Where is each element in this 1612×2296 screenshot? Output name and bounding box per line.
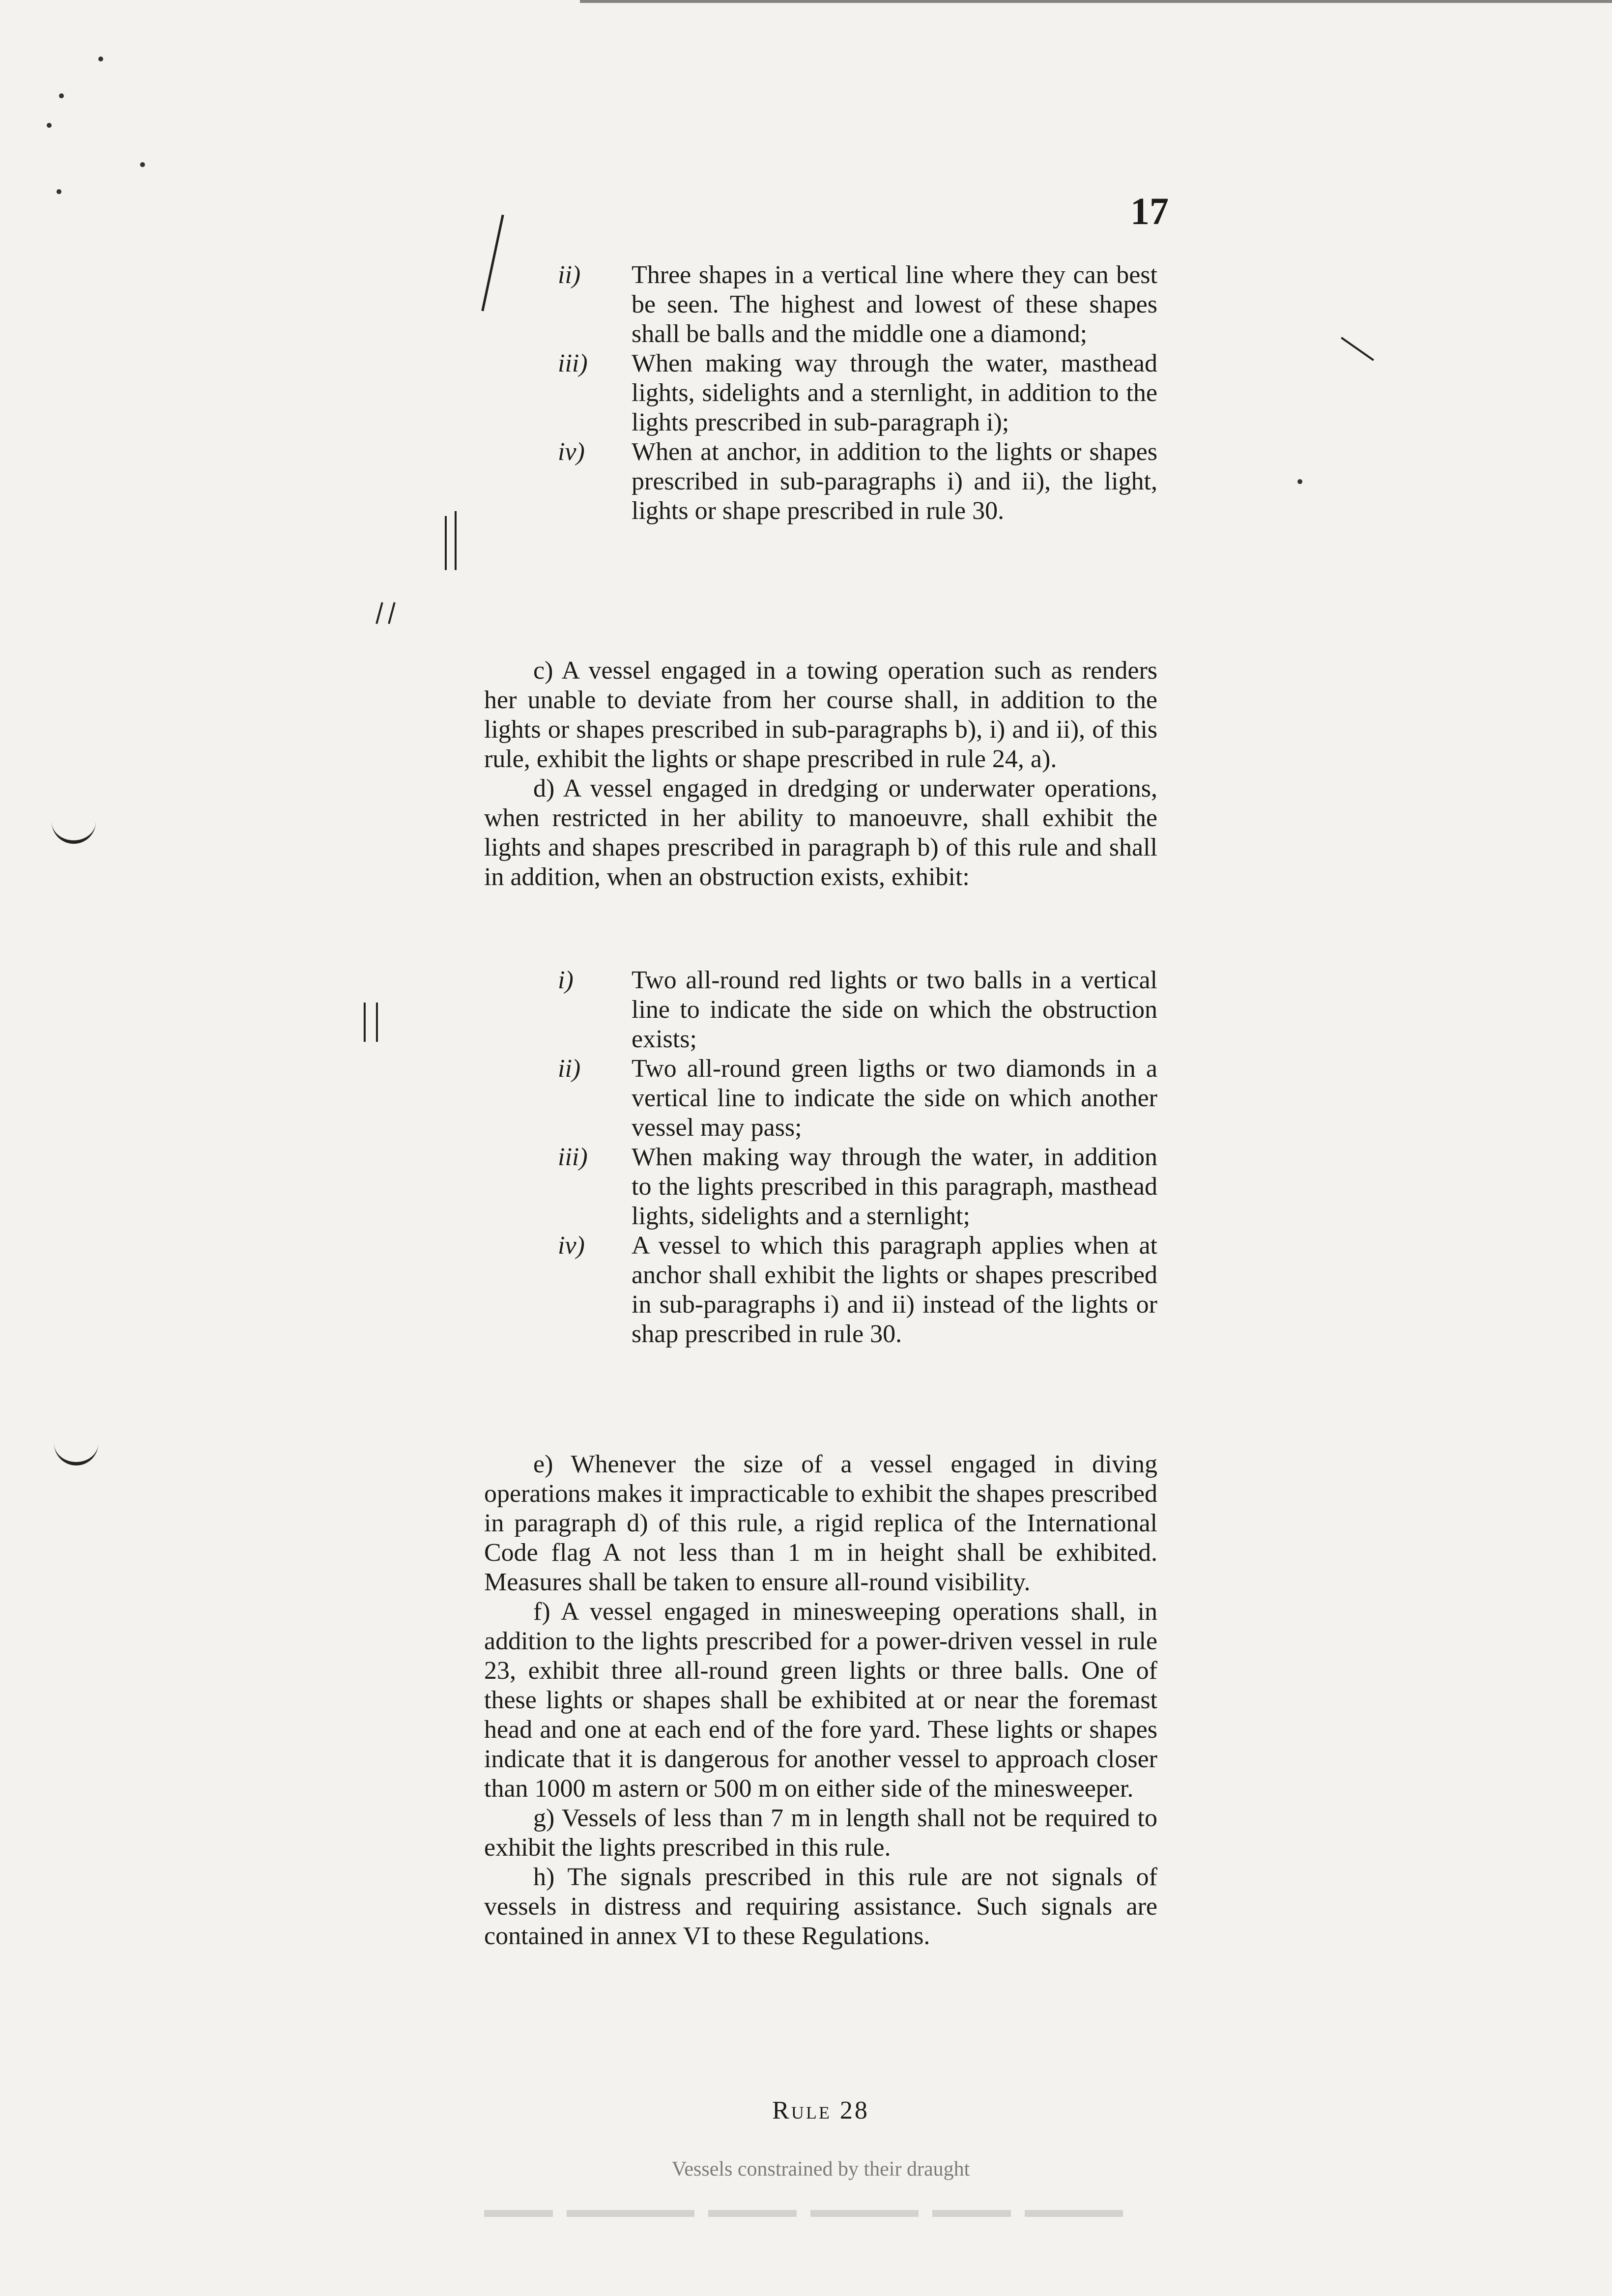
paragraph-e: e) Whenever the size of a vessel engaged in diving operations makes it impracticable to exhibit the shapes prescribed in paragraph d) of this rule, a rigid replica of the International Code flag A not less than 1 m in height shall be exhibited. Measures shall be taken to ensure all-round visibility. [484,1450,1157,1596]
scan-speck [47,123,52,128]
sub-item-text: When at anchor, in addition to the lights or shapes prescribed in sub-paragraphs i) and ii), the light, lights or shape prescribed in rule 30. [632,438,1157,525]
scan-margin-mark [455,511,457,570]
sub-item [484,1054,1157,1143]
paragraph-f: f) A vessel engaged in minesweeping operations shall, in addition to the lights prescribed for a power-driven vessel in rule 23, exhibit three all-round green lights or three balls. One of these lights or shapes shall be exhibited at or near the foremast head and one at each end of the fore yard. These lights or shapes indicate that it is dangerous for another vessel to approach closer than 1000 m astern or 500 m on either side of the minesweeper. [484,1598,1157,1803]
sub-item [484,437,1157,526]
sub-item [484,1143,1157,1231]
paragraph-c: c) A vessel engaged in a towing operation such as renders her unable to deviate from her course shall, in addition to the lights or shapes prescribed in sub-paragraphs b), i) and ii), of this rule, exhibit the lights or shape prescribed in rule 24, a). [484,657,1157,773]
sub-item-number: iii) [558,1143,588,1171]
sub-item [484,349,1157,437]
sub-item-number: ii) [558,261,581,289]
paragraph-d: d) A vessel engaged in dredging or underwater operations, when restricted in her ability to manoeuvre, shall exhibit the lights and shapes prescribed in paragraph b) of this rule and shall in addition, when an obstruction exists, exhibit: [484,775,1157,891]
scan-margin-mark [375,602,383,624]
sub-item-text: Two all-round green ligths or two diamonds in a vertical line to indicate the side on which another vessel may pass; [632,1055,1157,1142]
faded-text-line [484,2209,1157,2239]
scan-margin-mark [364,1003,366,1042]
sub-item-text: Two all-round red lights or two balls in a vertical line to indicate the side on which the obstruction exists; [632,966,1157,1053]
sub-item-text: Three shapes in a vertical line where they can best be seen. The highest and lowest of these shapes shall be balls and the middle one a diamond; [632,261,1157,348]
binder-hole-mark [52,821,96,844]
sub-item [484,966,1157,1054]
sub-item-number: ii) [558,1055,581,1083]
paragraphs-c-d [484,656,1157,892]
sub-item-text: A vessel to which this paragraph applies when at anchor shall exhibit the lights or shapes prescribed in sub-paragraphs i) and ii) instead of the lights or shap prescribed in rule 30. [632,1232,1157,1348]
sub-item-text: When making way through the water, masthead lights, sidelights and a sternlight, in addition to the lights prescribed in sub-paragraph i); [632,349,1157,436]
paragraph-h: h) The signals prescribed in this rule are not signals of vessels in distress and requiring assistance. Such signals are contained in annex VI to these Regulations. [484,1863,1157,1950]
scan-speck [57,189,61,194]
scan-speck [140,162,145,167]
sub-item [484,260,1157,349]
scan-speck [98,57,103,61]
scan-speck [1297,479,1302,484]
page-number: 17 [1130,190,1169,232]
sub-paragraphs-b [484,260,1157,526]
rule-heading: Rule 28 [772,2096,869,2124]
paragraphs-e-h [484,1450,1157,1951]
rule-subheading: Vessels constrained by their draught [671,2158,970,2181]
binder-hole-mark [54,1442,98,1465]
top-edge-line [580,0,1612,3]
sub-item-number: iii) [558,349,588,377]
paragraph-g: g) Vessels of less than 7 m in length shall not be required to exhibit the lights prescribed in this rule. [484,1804,1157,1862]
sub-item-text: When making way through the water, in addition to the lights prescribed in this paragraph, masthead lights, sidelights and a sternlight; [632,1143,1157,1230]
sub-item-number: i) [558,966,574,994]
scan-margin-mark [1341,337,1374,361]
scan-margin-mark [376,1003,378,1042]
scan-margin-mark [445,516,447,570]
scan-speck [59,93,64,98]
scan-margin-mark [388,602,396,624]
sub-paragraphs-d [484,966,1157,1349]
sub-item-number: iv) [558,438,585,466]
sub-item-number: iv) [558,1232,585,1260]
sub-item [484,1231,1157,1349]
